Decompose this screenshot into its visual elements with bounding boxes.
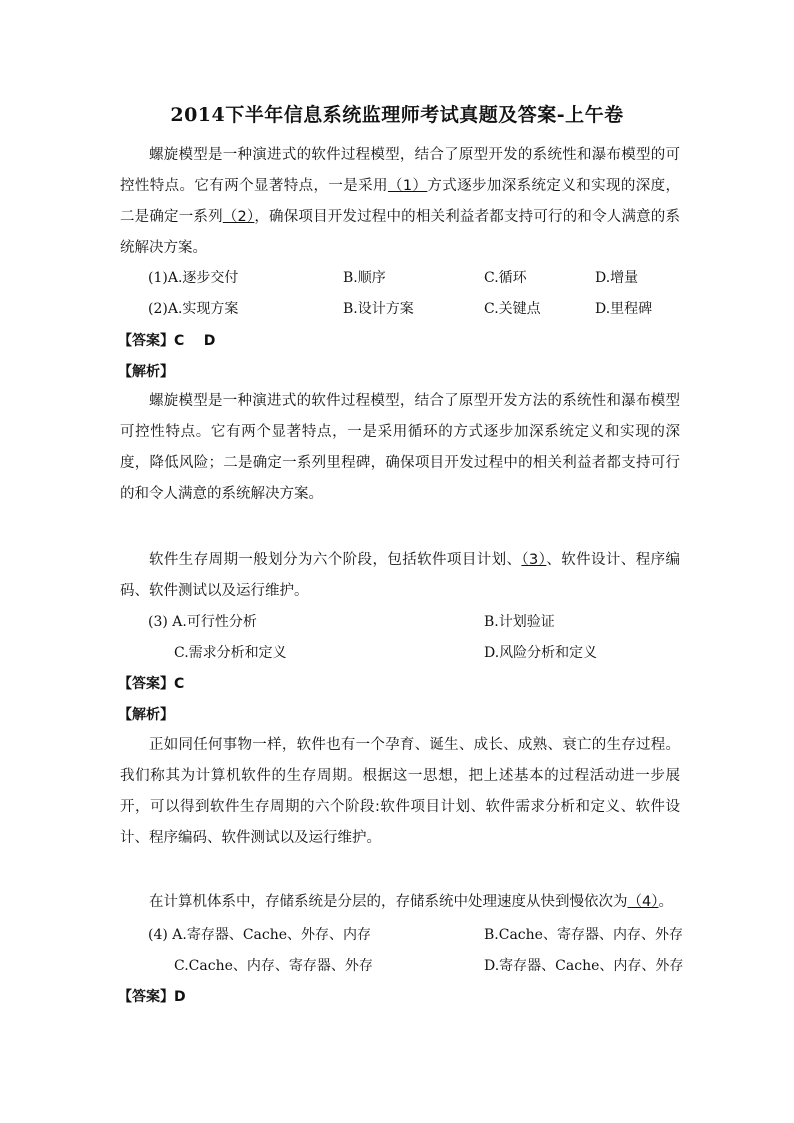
analysis-label-3: 【解析】 (118, 707, 174, 723)
option-4c: C.Cache、内存、寄存器、外存 (174, 958, 373, 974)
option-2b: B.设计方案 (343, 301, 414, 317)
stem-text: 、软件设计、程序编码、软件测试以及运行维护。 (120, 552, 680, 599)
option-1d: D.增量 (595, 270, 639, 286)
answer-3: 【答案】C (118, 676, 185, 692)
option-4a: (4) A.寄存器、Cache、外存、内存 (148, 927, 372, 943)
answer-1: 【答案】C D (118, 333, 216, 349)
stem-text: 螺旋模型是一种演进式的软件过程模型，结合了原型开发的系统性和瀑布模型的可控性特点。它有两个显著特点，一是采用 (120, 147, 680, 194)
blank-4: （4） (627, 894, 659, 910)
analysis-label-1: 【解析】 (118, 364, 174, 380)
option-2d: D.里程碑 (595, 301, 653, 317)
blank-2: （2） (222, 209, 255, 225)
option-3a: (3) A.可行性分析 (148, 614, 257, 630)
option-3d: D.风险分析和定义 (484, 645, 598, 661)
option-3b: B.计划验证 (484, 614, 555, 630)
option-4d: D.寄存器、Cache、内存、外存 (484, 958, 684, 974)
stem-text: 软件生存周期一般划分为六个阶段，包括软件项目计划、 (149, 552, 522, 568)
stem-text: ，确保项目开发过程中的相关利益者都支持可行的和令人满意的系统解决方案。 (120, 209, 680, 256)
stem-text: 方式逐步加深系统定义和实现的深度，二是确定一系列 (120, 178, 681, 225)
answer-4: 【答案】D (118, 989, 186, 1005)
option-1a: (1)A.逐步交付 (148, 270, 239, 286)
stem-text: 。 (658, 894, 673, 910)
option-2a: (2)A.实现方案 (148, 301, 239, 317)
option-1c: C.循环 (484, 270, 527, 286)
stem-text: 在计算机体系中，存储系统是分层的，存储系统中处理速度从快到慢依次为 (149, 894, 628, 910)
question-3-stem (120, 545, 680, 607)
blank-1: （1） (387, 178, 428, 194)
analysis-1: 螺旋模型是一种演进式的软件过程模型，结合了原型开发方法的系统性和瀑布模型可控性特点。它有两个显著特点，一是采用循环的方式逐步加深系统定义和实现的深度，降低风险；二是确定一系列里程碑，确保项目开发过程中的相关利益者都支持可行的和令人满意的系统解决方案。 (120, 393, 680, 502)
option-4b: B.Cache、寄存器、内存、外存 (484, 927, 683, 943)
blank-3: （3） (521, 552, 547, 568)
option-3c: C.需求分析和定义 (174, 645, 287, 661)
option-1b: B.顺序 (343, 270, 386, 286)
question-1-stem (120, 140, 680, 264)
question-4-stem (120, 887, 680, 918)
analysis-3: 正如同任何事物一样，软件也有一个孕育、诞生、成长、成熟、衰亡的生存过程。我们称其为计算机软件的生存周期。根据这一思想，把上述基本的过程活动进一步展开，可以得到软件生存周期的六个阶段:软件项目计划、软件需求分析和定义、软件设计、程序编码、软件测试以及运行维护。 (120, 737, 680, 846)
option-2c: C.关键点 (484, 301, 541, 317)
page-title: 2014下半年信息系统监理师考试真题及答案-上午卷 (170, 104, 624, 126)
